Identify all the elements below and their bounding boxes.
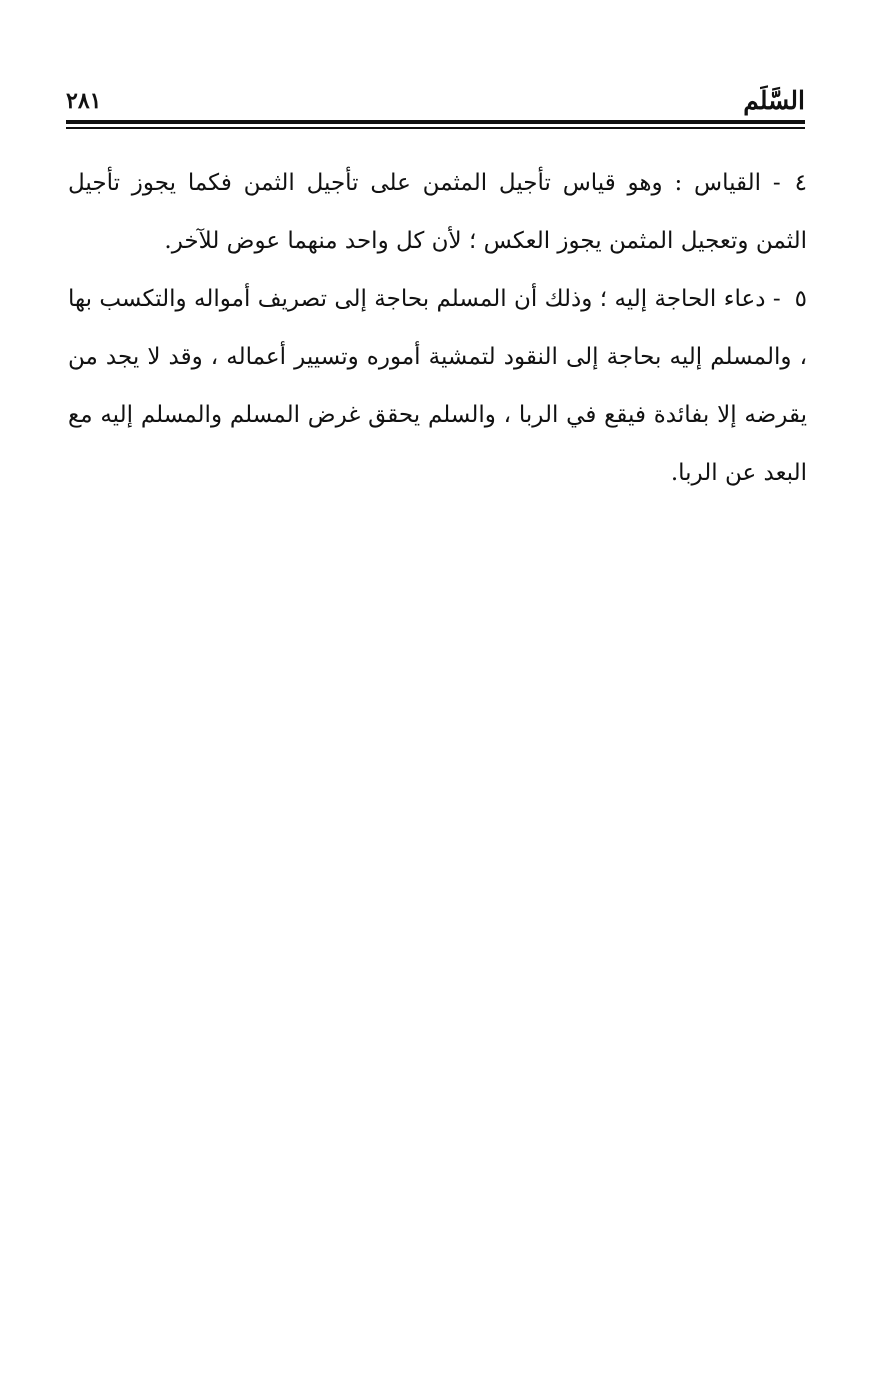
paragraph-number: ٥: [794, 286, 807, 312]
page-number: ٢٨١: [66, 88, 102, 114]
paragraph-text: - القياس : وهو قياس تأجيل المثمن على تأجيل الثمن فكما يجوز تأجيل الثمن وتعجيل المثمن يجوز العكس ؛ لأن كل واحد منهما عوض للآخر.: [68, 170, 807, 254]
header-rule-thin: [66, 127, 805, 129]
paragraph-5: [68, 270, 807, 502]
body-text: [68, 154, 807, 502]
paragraph-number: ٤: [794, 170, 807, 196]
header-rule-thick: [66, 120, 805, 124]
chapter-title: السَّلَم: [743, 86, 805, 115]
paragraph-text: - دعاء الحاجة إليه ؛ وذلك أن المسلم بحاجة إلى تصريف أمواله والتكسب بها ، والمسلم إليه بحاجة إلى النقود لتمشية أموره وتسيير أعماله ، وقد لا يجد من يقرضه إلا بفائدة فيقع في الربا ، والسلم يحقق غرض المسلم والمسلم إليه مع البعد عن الربا.: [68, 286, 807, 486]
paragraph-4: [68, 154, 807, 270]
running-header: [66, 84, 805, 120]
